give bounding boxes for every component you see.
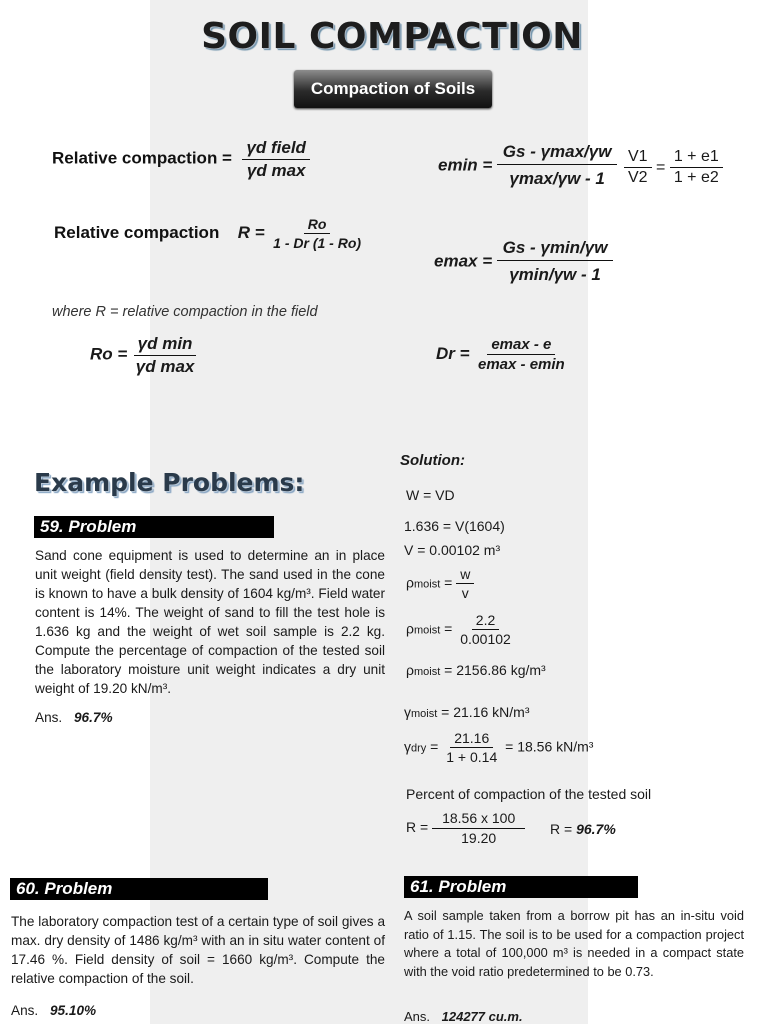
solution-line-1: W = VD xyxy=(406,487,455,503)
solution-line-2: 1.636 = V(1604) xyxy=(404,518,505,534)
problem-61-header: 61. Problem xyxy=(404,876,638,898)
formula-lhs: emin = xyxy=(438,155,493,175)
ratio-fraction xyxy=(132,334,199,376)
relative-compaction-formula xyxy=(52,138,310,180)
answer-label: Ans. xyxy=(404,1009,431,1024)
problem-59-header: 59. Problem xyxy=(34,516,274,538)
numerator: emax - e xyxy=(487,336,555,355)
denominator: γmax/γw - 1 xyxy=(509,168,605,188)
denominator: 1 + e2 xyxy=(673,169,719,187)
rho-result: = 2156.86 kg/m³ xyxy=(444,662,546,678)
solution-gamma-moist: γmoist = 21.16 kN/m³ xyxy=(404,704,530,720)
denominator: 19.20 xyxy=(461,830,497,847)
problem-60-text: The laboratory compaction test of a certain type of soil gives a max. dry density of 1486 kg/m³ with an in situ water content of 17.46 %. Field density of soil = 1660 kg/m³. Compute the relative compaction of the soil. xyxy=(11,914,385,986)
numerator: 2.2 xyxy=(472,612,499,630)
denominator: V2 xyxy=(628,169,648,187)
ratio-fraction xyxy=(497,140,618,192)
gamma-dry-result: = 18.56 kN/m³ xyxy=(505,738,594,755)
numerator: 18.56 x 100 xyxy=(432,810,525,829)
r-lhs: R = xyxy=(406,818,429,835)
formula-label: Relative compaction xyxy=(54,222,220,242)
denominator: γmin/γw - 1 xyxy=(509,264,601,284)
emax-formula xyxy=(434,236,613,288)
numerator: Ro xyxy=(304,216,331,234)
examples-heading: Example Problems: xyxy=(34,468,305,497)
numerator: V1 xyxy=(624,148,652,168)
solution-r-computation xyxy=(406,810,525,846)
problem-60-answer xyxy=(11,1003,96,1018)
denominator: emax - emin xyxy=(478,356,565,374)
problem-59-answer xyxy=(35,710,113,725)
answer-value: 124277 cu.m. xyxy=(441,1009,523,1024)
solution-percent-label: Percent of compaction of the tested soil xyxy=(406,786,652,802)
answer-value: 96.7% xyxy=(73,710,113,725)
section-subtitle-badge: Compaction of Soils xyxy=(294,70,492,108)
solution-r-result xyxy=(550,821,616,837)
ratio-fraction xyxy=(497,236,614,288)
void-ratio-fraction xyxy=(670,148,723,188)
gamma-dry-fraction xyxy=(442,730,501,765)
denominator: 1 + 0.14 xyxy=(446,749,498,766)
denominator: γd max xyxy=(246,160,306,180)
solution-rho-moist-2: ρmoist = $\frac{2.2}{0.00102}$ xyxy=(406,612,515,647)
problem-60-header: 60. Problem xyxy=(10,878,268,900)
denominator: 1 - Dr (1 - Ro) xyxy=(273,235,362,252)
r-result-value: 96.7% xyxy=(576,821,616,837)
numerator: γd min xyxy=(134,334,197,356)
ro-formula xyxy=(90,334,198,376)
answer-value: 95.10% xyxy=(49,1003,97,1018)
rho-fraction xyxy=(456,612,515,647)
numerator: γd field xyxy=(242,138,310,160)
answer-label: Ans. xyxy=(11,1003,39,1018)
numerator: Gs - γmax/γw xyxy=(497,140,618,165)
where-note: where R = relative compaction in the field xyxy=(52,304,318,320)
r-fraction xyxy=(432,810,525,846)
formula-lhs: R = xyxy=(237,222,265,242)
volume-void-ratio-formula: $\frac{V1}{V2}$ = $\frac{1 + e1}{1 + e2}$ xyxy=(624,148,723,188)
denominator: 0.00102 xyxy=(460,631,511,648)
ratio-fraction xyxy=(269,216,365,251)
answer-label: Ans. xyxy=(35,710,63,725)
formula-lhs: Dr = xyxy=(436,343,470,363)
rho-fraction xyxy=(456,566,474,601)
numerator: 1 + e1 xyxy=(670,148,723,168)
solution-heading: Solution: xyxy=(400,452,465,469)
gamma-moist-result: = 21.16 kN/m³ xyxy=(441,704,530,720)
r-result-label: R = xyxy=(550,821,573,837)
denominator: v xyxy=(461,585,469,602)
volume-fraction xyxy=(624,148,652,188)
formula-lhs: Ro = xyxy=(90,344,128,364)
formula-label: Relative compaction = xyxy=(52,148,232,168)
problem-59-text: Sand cone equipment is used to determine an in place unit weight (field density test). The sand used in the cone is known to have a bulk density of 1604 kg/m³. Field water content is 14%. The weight of sand to fill the test hole is 1.636 kg and the weight of wet soil sample is 2.2 kg. Compute the percentage of compaction of the tested soil the laboratory moisture unit weight indicates a dry unit weight of 19.20 kN/m³. xyxy=(35,548,385,696)
solution-rho-moist-3: ρmoist = 2156.86 kg/m³ xyxy=(406,662,546,678)
numerator: w xyxy=(456,566,474,584)
relative-compaction-r-formula xyxy=(54,216,365,251)
ratio-fraction xyxy=(474,336,569,374)
emin-formula xyxy=(438,140,617,192)
solution-line-3: V = 0.00102 m³ xyxy=(404,542,501,558)
numerator: Gs - γmin/γw xyxy=(497,236,614,261)
ratio-fraction xyxy=(242,138,310,180)
dr-formula xyxy=(436,336,569,374)
denominator: γd max xyxy=(135,356,195,376)
problem-61-answer xyxy=(404,1009,523,1024)
numerator: 21.16 xyxy=(450,730,493,748)
page-title: SOIL COMPACTION xyxy=(201,16,583,57)
formula-lhs: emax = xyxy=(434,251,493,271)
problem-61-text: A soil sample taken from a borrow pit has an in-situ void ratio of 1.15. The soil is to be used for a compaction project where a total of 100,000 m³ is needed in a compact state with the void ratio predetermined to be 0.73. xyxy=(404,908,744,979)
solution-gamma-dry: γdry = $\frac{21.16}{1 + 0.14}$ = 18.56 kN/m³ xyxy=(404,730,594,766)
solution-rho-moist-1: ρmoist = $\frac{w}{v}$ xyxy=(406,566,474,601)
